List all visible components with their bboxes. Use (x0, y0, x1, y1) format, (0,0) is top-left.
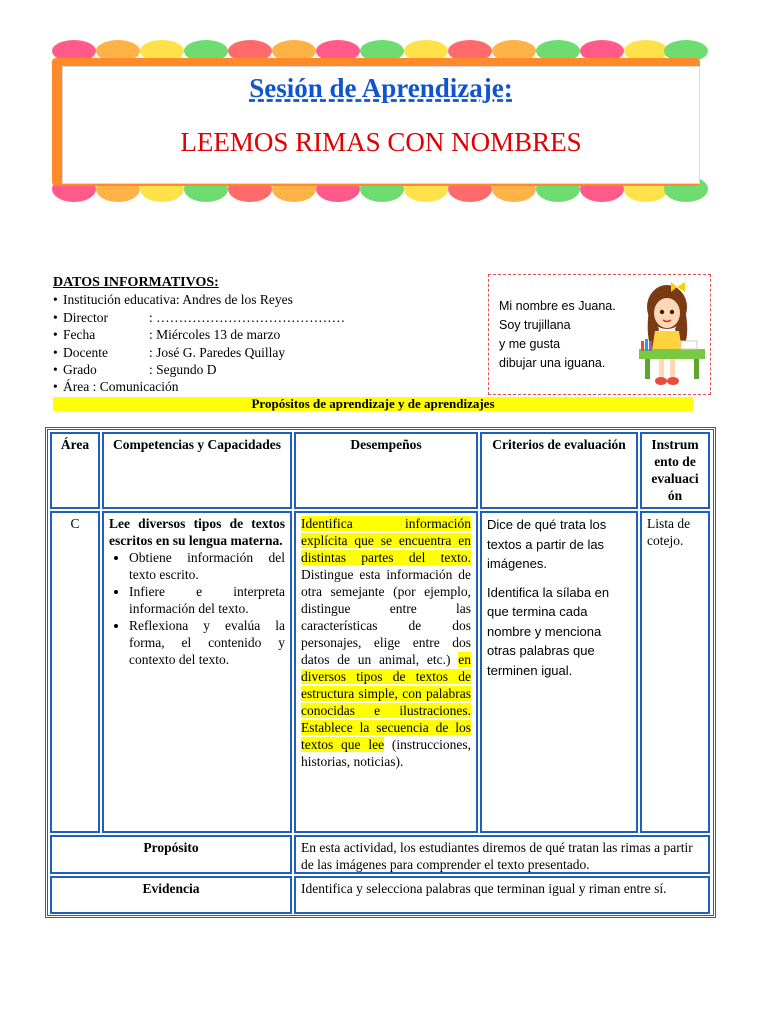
cell-area: C (50, 511, 100, 833)
datos-heading: DATOS INFORMATIVOS: (53, 275, 219, 290)
cell-criterios (480, 511, 638, 833)
capacidades-list (109, 549, 285, 668)
datos-label: Docente (63, 344, 108, 360)
cell-desempenos (294, 511, 478, 833)
header-area: Área (50, 432, 100, 509)
capacidad-item: • Reflexiona y evalúa la forma, el contenido y contexto del texto. (129, 617, 285, 668)
bullet-icon: • (53, 344, 58, 360)
rhyme-line: dibujar una iguana. (499, 356, 606, 370)
evidencia-label: Evidencia (50, 876, 292, 914)
rhyme-line: Mi nombre es Juana. (499, 299, 616, 313)
datos-row (53, 378, 473, 395)
datos-value: : José G. Paredes Quillay (149, 344, 286, 360)
datos-label: Director (63, 309, 108, 325)
datos-label: Grado (63, 362, 97, 378)
proposito-text: En esta actividad, los estudiantes diremos de qué tratan las rimas a partir de las imágenes para comprender el texto presentado. (294, 835, 710, 874)
criterio-item: Dice de qué trata los textos a partir de las imágenes. (487, 517, 607, 571)
page-subtitle: LEEMOS RIMAS CON NOMBRES (180, 127, 582, 157)
cell-competencias (102, 511, 292, 833)
datos-value: : Segundo D (149, 362, 217, 378)
rhyme-text (499, 297, 616, 373)
datos-row (53, 291, 473, 308)
capacidad-item: • Infiere e interpreta información del texto. (129, 583, 285, 617)
datos-row (53, 326, 473, 343)
header-instrumento: Instrum ento de evaluaci ón (640, 432, 710, 509)
desempeno-text-highlight: en diversos tipos de textos de estructura simple, con palabras conocidas e ilustraciones. Establece la secuencia de los textos que lee (301, 652, 471, 752)
datos-label: Área : Comunicación (63, 379, 179, 395)
capacidad-item: • Obtiene información del texto escrito. (129, 549, 285, 583)
cell-instrumento: Lista de cotejo. (640, 511, 710, 833)
banner-inner (62, 66, 700, 184)
bullet-icon: • (53, 362, 58, 378)
evidencia-text: Identifica y selecciona palabras que terminan igual y riman entre sí. (294, 876, 710, 914)
datos-label: Fecha (63, 327, 96, 343)
datos-label: Institución educativa: Andres de los Reyes (63, 292, 293, 308)
datos-informativos (53, 274, 473, 396)
rhyme-image-card (488, 274, 711, 395)
page-title: Sesión de Aprendizaje: (249, 73, 513, 103)
datos-row (53, 361, 473, 378)
datos-row (53, 309, 473, 326)
desempeno-text-highlight: Identifica información explícita que se encuentra en distintas partes del texto. (301, 516, 471, 565)
header-desempenos: Desempeños (294, 432, 478, 509)
header-competencias: Competencias y Capacidades (102, 432, 292, 509)
bullet-icon: • (53, 327, 58, 343)
bullet-icon: • (53, 309, 58, 325)
competencia-title: Lee diversos tipos de textos escritos en su lengua materna. (109, 516, 285, 548)
proposito-label: Propósito (50, 835, 292, 874)
header-criterios: Criterios de evaluación (480, 432, 638, 509)
desempeno-text: Distingue esta información de otra semejante (por ejemplo, distingue entre las características de dos personajes, elige entre dos datos de un animal, etc.) (301, 567, 471, 667)
desempeno-text: (instrucciones, historias, noticias). (301, 737, 471, 769)
rhyme-line: Soy trujillana (499, 318, 571, 332)
datos-row (53, 344, 473, 361)
girl-drawing-illustration (637, 279, 707, 391)
datos-value: : Miércoles 13 de marzo (149, 327, 281, 343)
learning-table (45, 427, 716, 918)
purpose-bar: Propósitos de aprendizaje y de aprendizajes (53, 397, 693, 411)
datos-value: : …………………………………… (149, 309, 346, 325)
rhyme-line: y me gusta (499, 337, 561, 351)
bullet-icon: • (53, 292, 58, 308)
criterio-item: Identifica la sílaba en que termina cada nombre y menciona otras palabras que terminen igual. (487, 584, 610, 678)
bullet-icon: • (53, 379, 58, 395)
